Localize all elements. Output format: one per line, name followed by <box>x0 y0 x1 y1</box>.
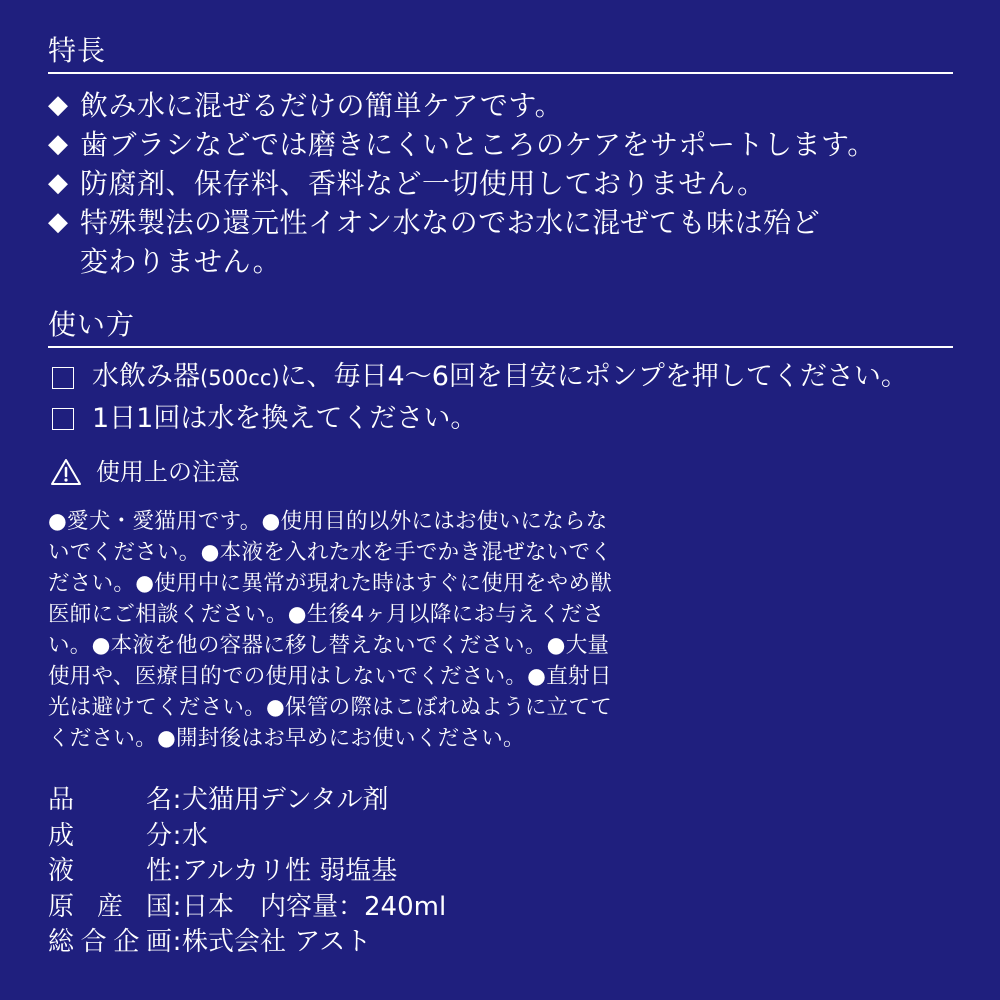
caution-line: ださい。●使用中に異常が現れた時はすぐに使用をやめ獣 <box>48 571 613 596</box>
spec-value: 株式会社 アスト <box>182 927 372 957</box>
spec-value: アルカリ性 弱塩基 <box>182 856 398 886</box>
spec-label: 総 合 企 画 <box>48 927 172 957</box>
spec-row-origin <box>48 890 446 926</box>
usage-item <box>48 358 908 397</box>
diamond-bullet-icon: ◆ <box>48 90 69 120</box>
usage-item <box>48 400 908 438</box>
diamond-bullet-icon: ◆ <box>48 168 69 198</box>
usage-title: 使い方 <box>48 308 136 341</box>
spec-label: 品 名 <box>48 785 172 815</box>
usage-text: 1日1回は水を換えてください。 <box>92 403 478 434</box>
caution-title: 使用上の注意 <box>96 458 240 486</box>
feature-item <box>48 86 953 125</box>
spec-label: 液 性 <box>48 856 172 886</box>
features-divider <box>48 72 953 74</box>
feature-text: 歯ブラシなどでは磨きにくいところのケアをサポートします。 <box>80 128 876 161</box>
feature-text: 防腐剤、保存料、香料など一切使用しておりません。 <box>80 167 766 200</box>
features-list <box>48 86 953 281</box>
feature-item <box>48 125 953 164</box>
caution-line: い。●本液を他の容器に移し替えないでください。●大量 <box>48 633 610 658</box>
feature-text: 特殊製法の還元性イオン水なのでお水に混ぜても味は殆ど <box>80 206 821 239</box>
diamond-bullet-icon: ◆ <box>48 129 69 159</box>
feature-item <box>48 164 953 203</box>
features-title: 特長 <box>48 34 107 67</box>
spec-row-planner <box>48 925 446 961</box>
spec-row-ingredients <box>48 819 446 855</box>
spec-colon: : <box>172 785 182 815</box>
feature-text: 変わりません。 <box>80 245 282 278</box>
spec-colon: : <box>172 891 182 922</box>
spec-label: 成 分 <box>48 820 172 851</box>
feature-item-continuation <box>48 242 953 281</box>
spec-value: 日本 内容量：240ml <box>182 891 447 922</box>
caution-heading <box>50 456 240 488</box>
checkbox-icon <box>52 408 74 430</box>
caution-line: ください。●開封後はお早めにお使いください。 <box>48 726 525 751</box>
caution-line: 医師にご相談ください。●生後4ヶ月以降にお与えくださ <box>48 602 605 627</box>
spec-row-product-name <box>48 783 446 819</box>
spec-colon: : <box>172 820 182 851</box>
spec-row-liquid-type <box>48 854 446 890</box>
feature-text: 飲み水に混ぜるだけの簡単ケアです。 <box>80 89 564 122</box>
caution-text-block <box>48 506 738 754</box>
feature-item <box>48 203 953 242</box>
caution-line: 使用や、医療目的での使用はしないでください。●直射日 <box>48 664 612 689</box>
caution-line: いでください。●本液を入れた水を手でかき混ぜないでく <box>48 540 613 565</box>
spec-label: 原 産 国 <box>48 891 172 922</box>
checkbox-icon <box>52 367 74 389</box>
spec-colon: : <box>172 856 182 886</box>
spec-value: 水 <box>182 820 209 851</box>
spec-value: 犬猫用デンタル剤 <box>182 785 389 815</box>
warning-triangle-icon <box>50 458 82 486</box>
spec-colon: : <box>172 927 182 957</box>
caution-line: 光は避けてください。●保管の際はこぼれぬように立てて <box>48 695 613 720</box>
usage-list <box>48 358 908 441</box>
product-spec-table <box>48 783 446 961</box>
caution-line: ●愛犬・愛猫用です。●使用目的以外にはお使いにならな <box>48 509 608 534</box>
diamond-bullet-icon: ◆ <box>48 207 69 237</box>
usage-divider <box>48 346 953 348</box>
usage-text: 水飲み器(500cc)に、毎日4〜6回を目安にポンプを押してください。 <box>92 361 908 392</box>
